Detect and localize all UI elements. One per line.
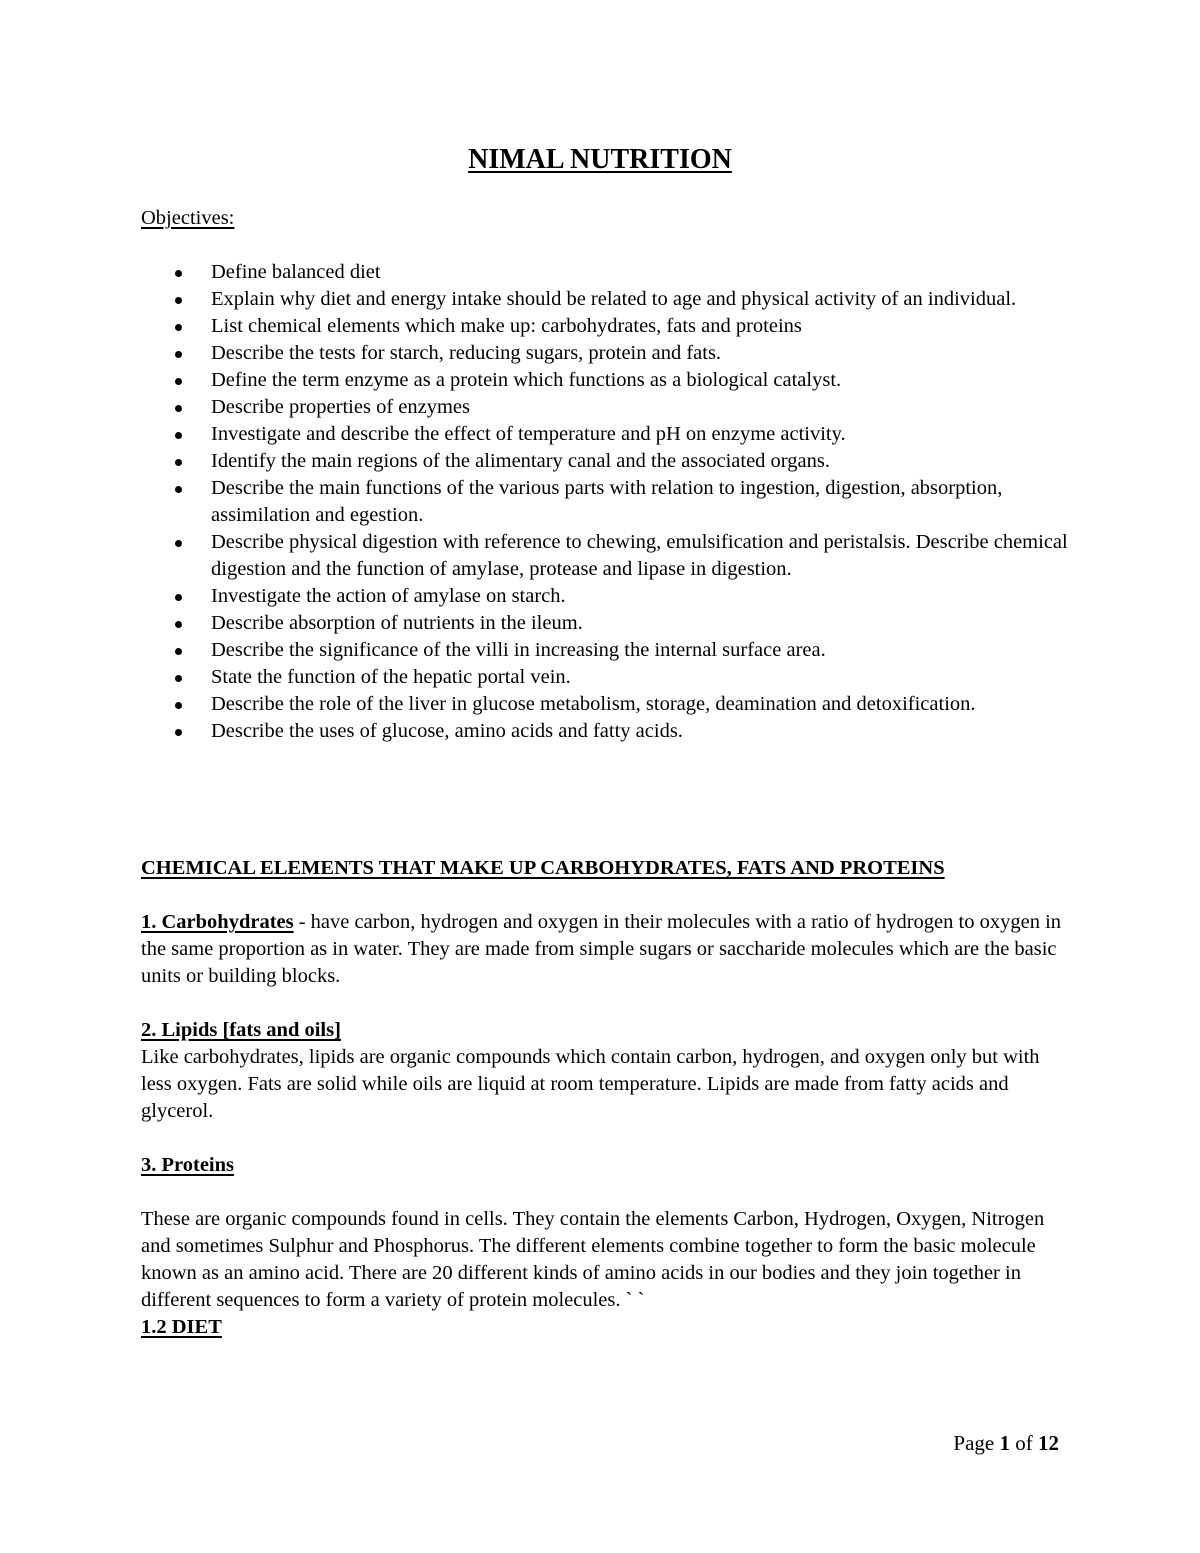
objectives-label: Objectives: xyxy=(141,207,235,229)
objective-item xyxy=(141,394,1081,421)
objective-item xyxy=(141,718,1081,745)
objective-item xyxy=(141,664,1081,691)
proteins-heading-line xyxy=(141,1152,1071,1179)
objective-text: Describe the main functions of the various parts with relation to ingestion, digestion, absorption, assimilation and egestion. xyxy=(211,477,1003,526)
bullet-icon xyxy=(175,378,182,385)
page-number-prefix: Page xyxy=(953,1431,1000,1455)
objective-item xyxy=(141,691,1081,718)
objective-text: Describe physical digestion with reference to chewing, emulsification and peristalsis. Describe chemical digestion and the function of amylase, protease and lipase in digestion. xyxy=(211,531,1068,580)
objective-text: Investigate the action of amylase on starch. xyxy=(211,585,566,607)
objective-item xyxy=(141,637,1081,664)
objective-text: Identify the main regions of the alimentary canal and the associated organs. xyxy=(211,450,830,472)
bullet-icon xyxy=(175,729,182,736)
proteins-heading: 3. Proteins xyxy=(141,1154,235,1176)
bullet-icon xyxy=(175,324,182,331)
objective-item xyxy=(141,259,1081,286)
objective-text: Describe absorption of nutrients in the ileum. xyxy=(211,612,583,634)
bullet-icon xyxy=(175,270,182,277)
lipids-text: Like carbohydrates, lipids are organic compounds which contain carbon, hydrogen, and oxygen only but with less oxygen. Fats are solid while oils are liquid at room temperature. Lipids are made from fatty acids and glycerol. xyxy=(141,1046,1040,1122)
objective-item xyxy=(141,529,1081,583)
carbohydrates-heading: 1. Carbohydrates xyxy=(141,911,294,933)
objective-text: Describe the uses of glucose, amino acids and fatty acids. xyxy=(211,720,683,742)
carbohydrates-text: - have carbon, hydrogen and oxygen in their molecules with a ratio of hydrogen to oxygen in the same proportion as in water. They are made from simple sugars or saccharide molecules which are the basic units or building blocks. xyxy=(141,911,1062,987)
objectives-list xyxy=(141,259,1081,745)
objective-text: Describe the role of the liver in glucose metabolism, storage, deamination and detoxification. xyxy=(211,693,976,715)
page-title-text: NIMAL NUTRITION xyxy=(468,144,732,175)
chemical-elements-section xyxy=(141,855,1071,1341)
bullet-icon xyxy=(175,297,182,304)
objective-item xyxy=(141,286,1081,313)
bullet-icon xyxy=(175,351,182,358)
bullet-icon xyxy=(175,432,182,439)
lipids-heading: 2. Lipids [fats and oils] xyxy=(141,1019,341,1041)
section-heading: CHEMICAL ELEMENTS THAT MAKE UP CARBOHYDRATES, FATS AND PROTEINS xyxy=(141,857,945,879)
bullet-icon xyxy=(175,540,182,547)
objective-text: Define balanced diet xyxy=(211,261,381,283)
objective-item xyxy=(141,313,1081,340)
objective-item xyxy=(141,448,1081,475)
objective-item xyxy=(141,421,1081,448)
carbohydrates-paragraph xyxy=(141,909,1071,990)
objective-text: Define the term enzyme as a protein which functions as a biological catalyst. xyxy=(211,369,842,391)
bullet-icon xyxy=(175,621,182,628)
objective-item xyxy=(141,583,1081,610)
bullet-icon xyxy=(175,459,182,466)
objective-text: Explain why diet and energy intake should be related to age and physical activity of an individual. xyxy=(211,288,1017,310)
bullet-icon xyxy=(175,702,182,709)
objective-text: Describe the tests for starch, reducing sugars, protein and fats. xyxy=(211,342,722,364)
page-number-of: of xyxy=(1010,1431,1038,1455)
objective-item xyxy=(141,610,1081,637)
page-number xyxy=(953,1430,1059,1457)
bullet-icon xyxy=(175,648,182,655)
lipids-heading-line xyxy=(141,1017,1071,1044)
page-number-current: 1 xyxy=(999,1431,1010,1455)
objective-text: Describe the significance of the villi in increasing the internal surface area. xyxy=(211,639,826,661)
page-title xyxy=(0,142,1200,178)
bullet-icon xyxy=(175,486,182,493)
diet-heading: 1.2 DIET xyxy=(141,1316,222,1338)
objective-text: List chemical elements which make up: carbohydrates, fats and proteins xyxy=(211,315,802,337)
bullet-icon xyxy=(175,675,182,682)
proteins-text: These are organic compounds found in cells. They contain the elements Carbon, Hydrogen, Oxygen, Nitrogen and sometimes Sulphur and Phosphorus. The different elements combine together to form the basic molecule known as an amino acid. There are 20 different kinds of amino acids in our bodies and they join together in different sequences to form a variety of protein molecules. ` ` xyxy=(141,1208,1045,1311)
objective-text: Investigate and describe the effect of temperature and pH on enzyme activity. xyxy=(211,423,846,445)
objective-text: State the function of the hepatic portal vein. xyxy=(211,666,571,688)
objective-item xyxy=(141,367,1081,394)
objective-item xyxy=(141,340,1081,367)
bullet-icon xyxy=(175,405,182,412)
bullet-icon xyxy=(175,594,182,601)
objective-item xyxy=(141,475,1081,529)
diet-heading-line xyxy=(141,1314,1071,1341)
page-number-total: 12 xyxy=(1038,1431,1059,1455)
objective-text: Describe properties of enzymes xyxy=(211,396,470,418)
